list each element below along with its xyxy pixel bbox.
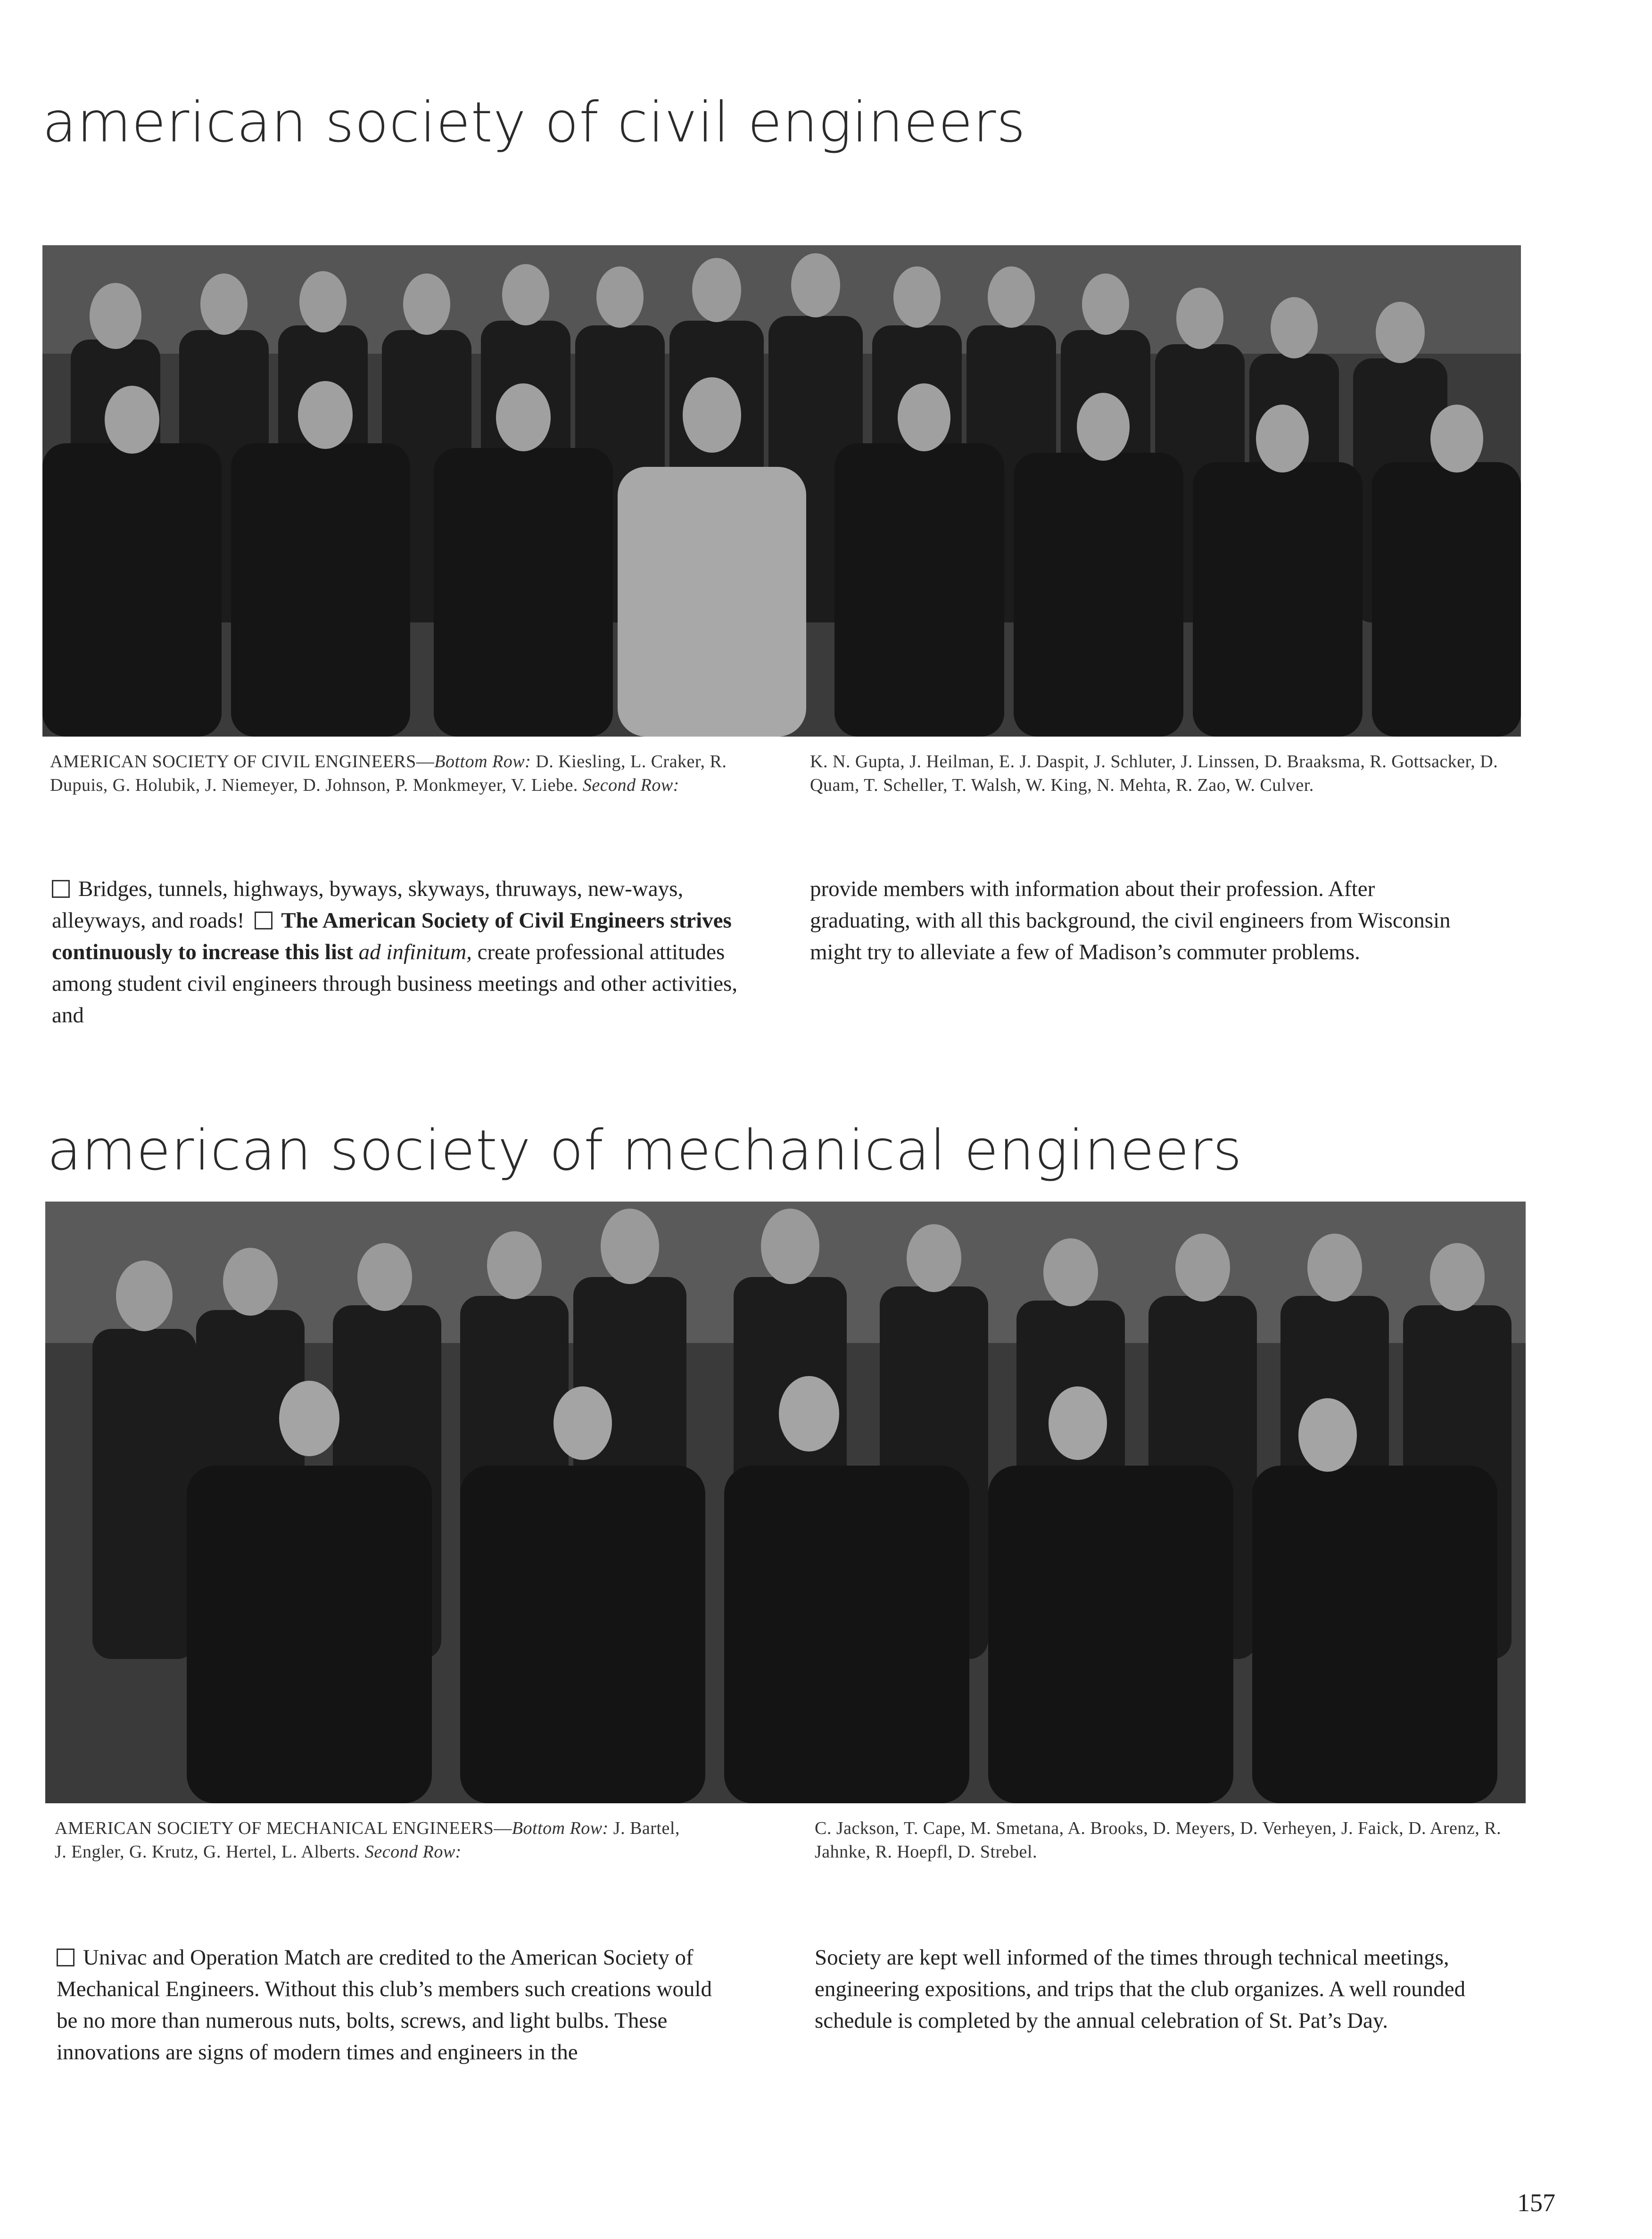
mechanical-caption-dash: — (494, 1818, 512, 1838)
mechanical-section-heading: american society of mechanical engineers (47, 1118, 1242, 1183)
civil-second-row-names: K. N. Gupta, J. Heilman, E. J. Daspit, J. Schluter, J. Linssen, D. Braaksma, R. Gottsacker, D. Quam, T. Scheller, T. Walsh, W. King, N. Mehta, R. Zao, W. Culver. (810, 752, 1498, 795)
mechanical-body-left-text: Univac and Operation Match are credited to the American Society of Mechanical Engineers. Without this club’s members such creations would be no more than numerous nuts, bolts, screws, and light bulbs. These innovations are signs of modern times and engineers in the (57, 1945, 712, 2065)
bullet-box-icon (255, 912, 273, 929)
civil-caption-dash: — (416, 752, 435, 771)
mechanical-body-right (815, 1942, 1484, 2037)
mechanical-second-row-label: Second Row: (364, 1842, 462, 1862)
civil-body-left (52, 873, 740, 1031)
civil-body-left-italic: ad infinitum, (358, 940, 472, 964)
mechanical-body-right-text: Society are kept well informed of the times through technical meetings, engineering expositions, and trips that the club organizes. A well rounded schedule is completed by the annual celebration of St. Pat’s Day. (815, 1945, 1466, 2033)
civil-caption-org: AMERICAN SOCIETY OF CIVIL ENGINEERS (50, 752, 416, 771)
mechanical-group-photo (45, 1202, 1526, 1803)
civil-section-heading: american society of civil engineers (42, 90, 1026, 155)
civil-body-left-2: The American Society of Civil Engineers strives continuously to increase this list (52, 908, 732, 964)
civil-bottom-row-label: Bottom Row: (434, 752, 531, 771)
civil-body-left-1: Bridges, tunnels, highways, byways, skyways, thruways, new-ways, alleyways, and roads! (52, 877, 684, 933)
mechanical-bottom-row-label: Bottom Row: (512, 1818, 609, 1838)
mechanical-photo-figures (45, 1202, 1526, 1803)
mechanical-caption-right (815, 1816, 1512, 1864)
civil-caption-right (810, 750, 1527, 797)
page-number: 157 (1517, 2189, 1555, 2217)
mechanical-bottom-row-names: J. Bartel, J. Engler, G. Krutz, G. Hertel, L. Alberts. (55, 1818, 680, 1862)
civil-group-photo (42, 245, 1521, 737)
civil-bottom-row-names: D. Kiesling, L. Craker, R. Dupuis, G. Holubik, J. Niemeyer, D. Johnson, P. Monkmeyer, V. Liebe. (50, 752, 727, 795)
civil-body-right (810, 873, 1479, 968)
mechanical-caption-org: AMERICAN SOCIETY OF MECHANICAL ENGINEERS (55, 1818, 494, 1838)
civil-caption-left (50, 750, 767, 797)
civil-second-row-label: Second Row: (582, 775, 679, 795)
civil-photo-figures (42, 245, 1521, 737)
bullet-box-icon (57, 1949, 74, 1966)
mechanical-body-left (57, 1942, 726, 2068)
civil-body-left-3: create professional attitudes among student civil engineers through business meetings and other activities, and (52, 940, 738, 1028)
mechanical-caption-left (55, 1816, 696, 1864)
mechanical-second-row-names: C. Jackson, T. Cape, M. Smetana, A. Brooks, D. Meyers, D. Verheyen, J. Faick, D. Arenz, R. Jahnke, R. Hoepfl, D. Strebel. (815, 1818, 1502, 1862)
bullet-box-icon (52, 880, 70, 898)
civil-body-right-text: provide members with information about their profession. After graduating, with all this background, the civil engineers from Wisconsin might try to alleviate a few of Madison’s commuter problems. (810, 877, 1451, 964)
